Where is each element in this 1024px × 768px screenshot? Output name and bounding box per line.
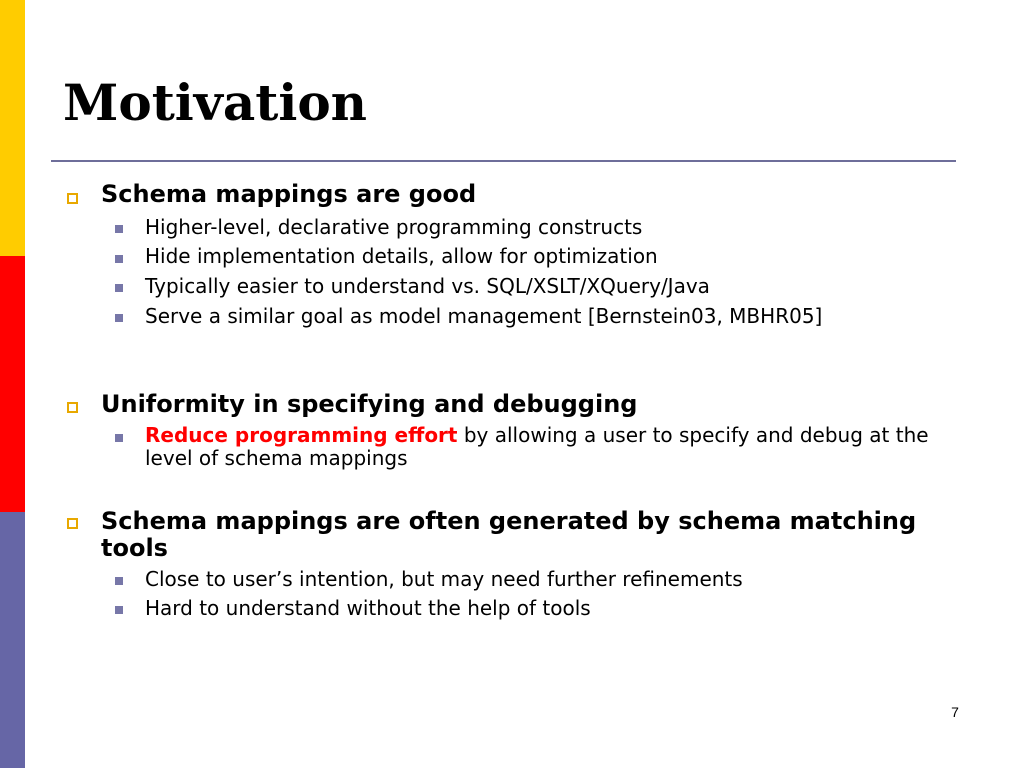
hollow-square-bullet-icon [67,402,78,413]
bullet-1-heading: Schema mappings are good [101,180,477,208]
bullet-2-heading: Uniformity in specifying and debugging [101,390,638,418]
square-bullet-icon [115,577,123,585]
accent-band-blue [0,512,25,768]
square-bullet-icon [115,314,123,322]
square-bullet-icon [115,284,123,292]
bullet-1-sub-3: Typically easier to understand vs. SQL/XSLT/XQuery/Java [145,274,710,298]
accent-band-red [0,256,25,512]
square-bullet-icon [115,225,123,233]
square-bullet-icon [115,606,123,614]
bullet-3-sub-2: Hard to understand without the help of tools [145,596,591,620]
square-bullet-icon [115,434,123,442]
hollow-square-bullet-icon [67,193,78,204]
page-number: 7 [951,704,959,720]
bullet-1-sub-2: Hide implementation details, allow for optimization [145,244,658,268]
square-bullet-icon [115,255,123,263]
bullet-2-sub-1 [145,424,945,470]
bullet-2-sub-1-rest: by allowing a user to specify and debug at the level of schema mappings [145,423,929,470]
title-divider [51,160,956,162]
slide-title: Motivation [63,73,368,132]
bullet-1-sub-1: Higher-level, declarative programming constructs [145,215,643,239]
bullet-3-heading: Schema mappings are often generated by schema matching tools [101,507,917,562]
emphasis-text: Reduce programming effort [145,423,458,447]
bullet-1-sub-4: Serve a similar goal as model management [Bernstein03, MBHR05] [145,304,823,328]
bullet-3-sub-1: Close to user’s intention, but may need further refinements [145,567,743,591]
accent-band-yellow [0,0,25,256]
hollow-square-bullet-icon [67,518,78,529]
